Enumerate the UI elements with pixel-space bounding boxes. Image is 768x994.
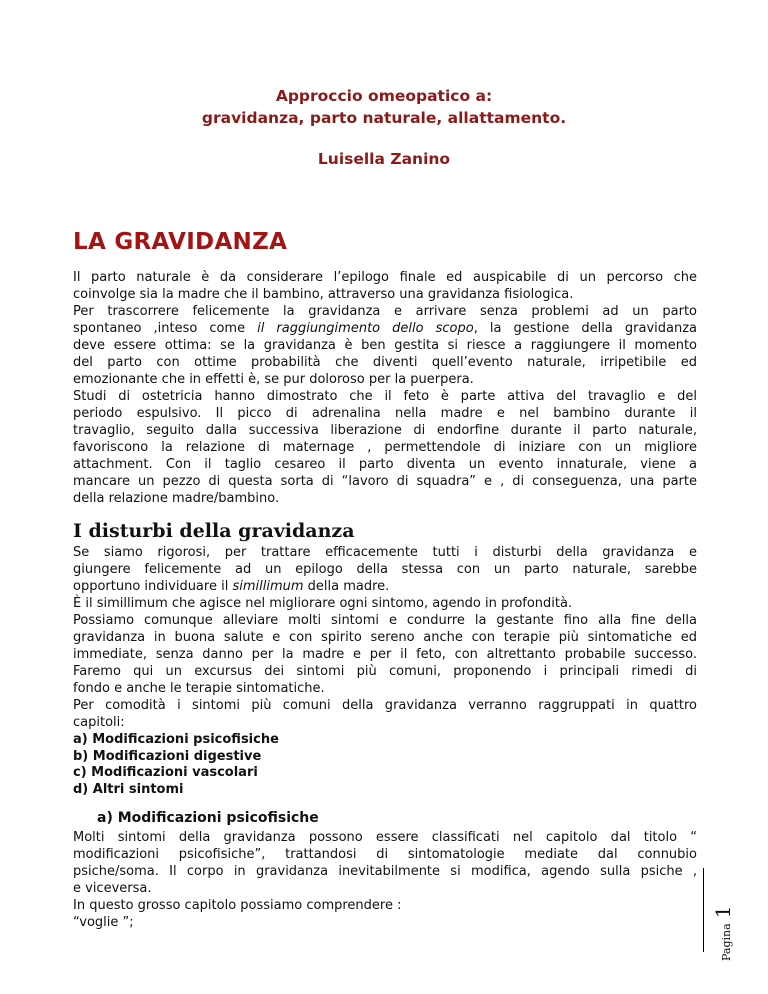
page-footer xyxy=(703,868,752,961)
title-line-1: Approccio omeopatico a: xyxy=(275,87,493,105)
section-heading-la-gravidanza: LA GRAVIDANZA xyxy=(73,229,288,255)
paragraph-intro: Il parto naturale è da considerare l’epilogo finale ed auspicabile di un percorso che coinvolge sia la madre che il bambino, attraverso una gravidanza fisiologica. Per trascorrere felicemente la gravidanza e arrivare senza problemi ad un parto spontaneo ,inteso come il raggiungimento dello scopo, la gestione della gravidanza deve essere ottima: se la gravidanza è ben gestita si riesce a raggiungere il momento del parto con ottime probabilità che diventi quell’evento naturale, irripetibile ed emozionante che in effetti è, se pur doloroso per la puerpera. Studi di ostetricia hanno dimostrato che il feto è parte attiva del travaglio e del periodo espulsivo. Il picco di adrenalina nella madre e nel bambino durante il travaglio, seguito dalla successiva liberazione di endorfine durante il parto naturale, favoriscono la relazione di maternage , permettendole di iniziare con un migliore attachment. Con il taglio cesareo il parto diventa un evento innaturale, viene a mancare un pezzo di questa sorta di “lavoro di squadra” e , di conseguenza, una parte della relazione madre/bambino. xyxy=(73,270,698,506)
title-line-2: gravidanza, parto naturale, allattamento. xyxy=(201,109,567,127)
page-label: Pagina xyxy=(720,923,733,961)
author-name: Luisella Zanino xyxy=(317,150,451,168)
list-item: d) Altri sintomi xyxy=(73,781,184,797)
paragraph-psicofisiche: Molti sintomi della gravidanza possono essere classificati nel capitolo dal titolo “ modificazioni psicofisiche”, trattandosi di sintomatologie mediate dal connubio psiche/soma. Il corpo in gravidanza inevitabilmente si modifica, agendo sulla psiche , e viceversa. In questo grosso capitolo possiamo comprendere : “voglie ”; xyxy=(73,830,697,930)
page-number: 1 xyxy=(711,905,735,919)
paragraph-disturbi: Se siamo rigorosi, per trattare efficacemente tutti i disturbi della gravidanza e giungere felicemente ad un epilogo della stessa con un parto naturale, sarebbe opportuno individuare il simillimum della madre. È il simillimum che agisce nel migliorare ogni sintomo, agendo in profondità. Possiamo comunque alleviare molti sintomi e condurre la gestante fino alla fine della gravidanza in buona salute e con spirito sereno anche con terapie più sintomatiche ed immediate, senza danno per la madre e per il feto, con altrettanto probabile successo. Faremo qui un excursus dei sintomi più comuni, proponendo i principali rimedi di fondo e anche le terapie sintomatiche. Per comodità i sintomi più comuni della gravidanza verranno raggruppati in quattro capitoli: xyxy=(73,545,697,730)
subsection-heading-psicofisiche: a) Modificazioni psicofisiche xyxy=(97,810,319,826)
line-with-italic: opportuno individuare il simillimum della madre. xyxy=(73,579,390,594)
chapter-list xyxy=(73,732,279,798)
list-item: c) Modificazioni vascolari xyxy=(73,765,258,780)
section-heading-disturbi: I disturbi della gravidanza xyxy=(73,520,355,542)
line-with-italic: spontaneo ,inteso come il raggiungimento dello scopo, la gestione della gravidanza xyxy=(73,321,698,336)
list-item: a) Modificazioni psicofisiche xyxy=(73,732,279,747)
list-item: b) Modificazioni digestive xyxy=(73,748,262,764)
